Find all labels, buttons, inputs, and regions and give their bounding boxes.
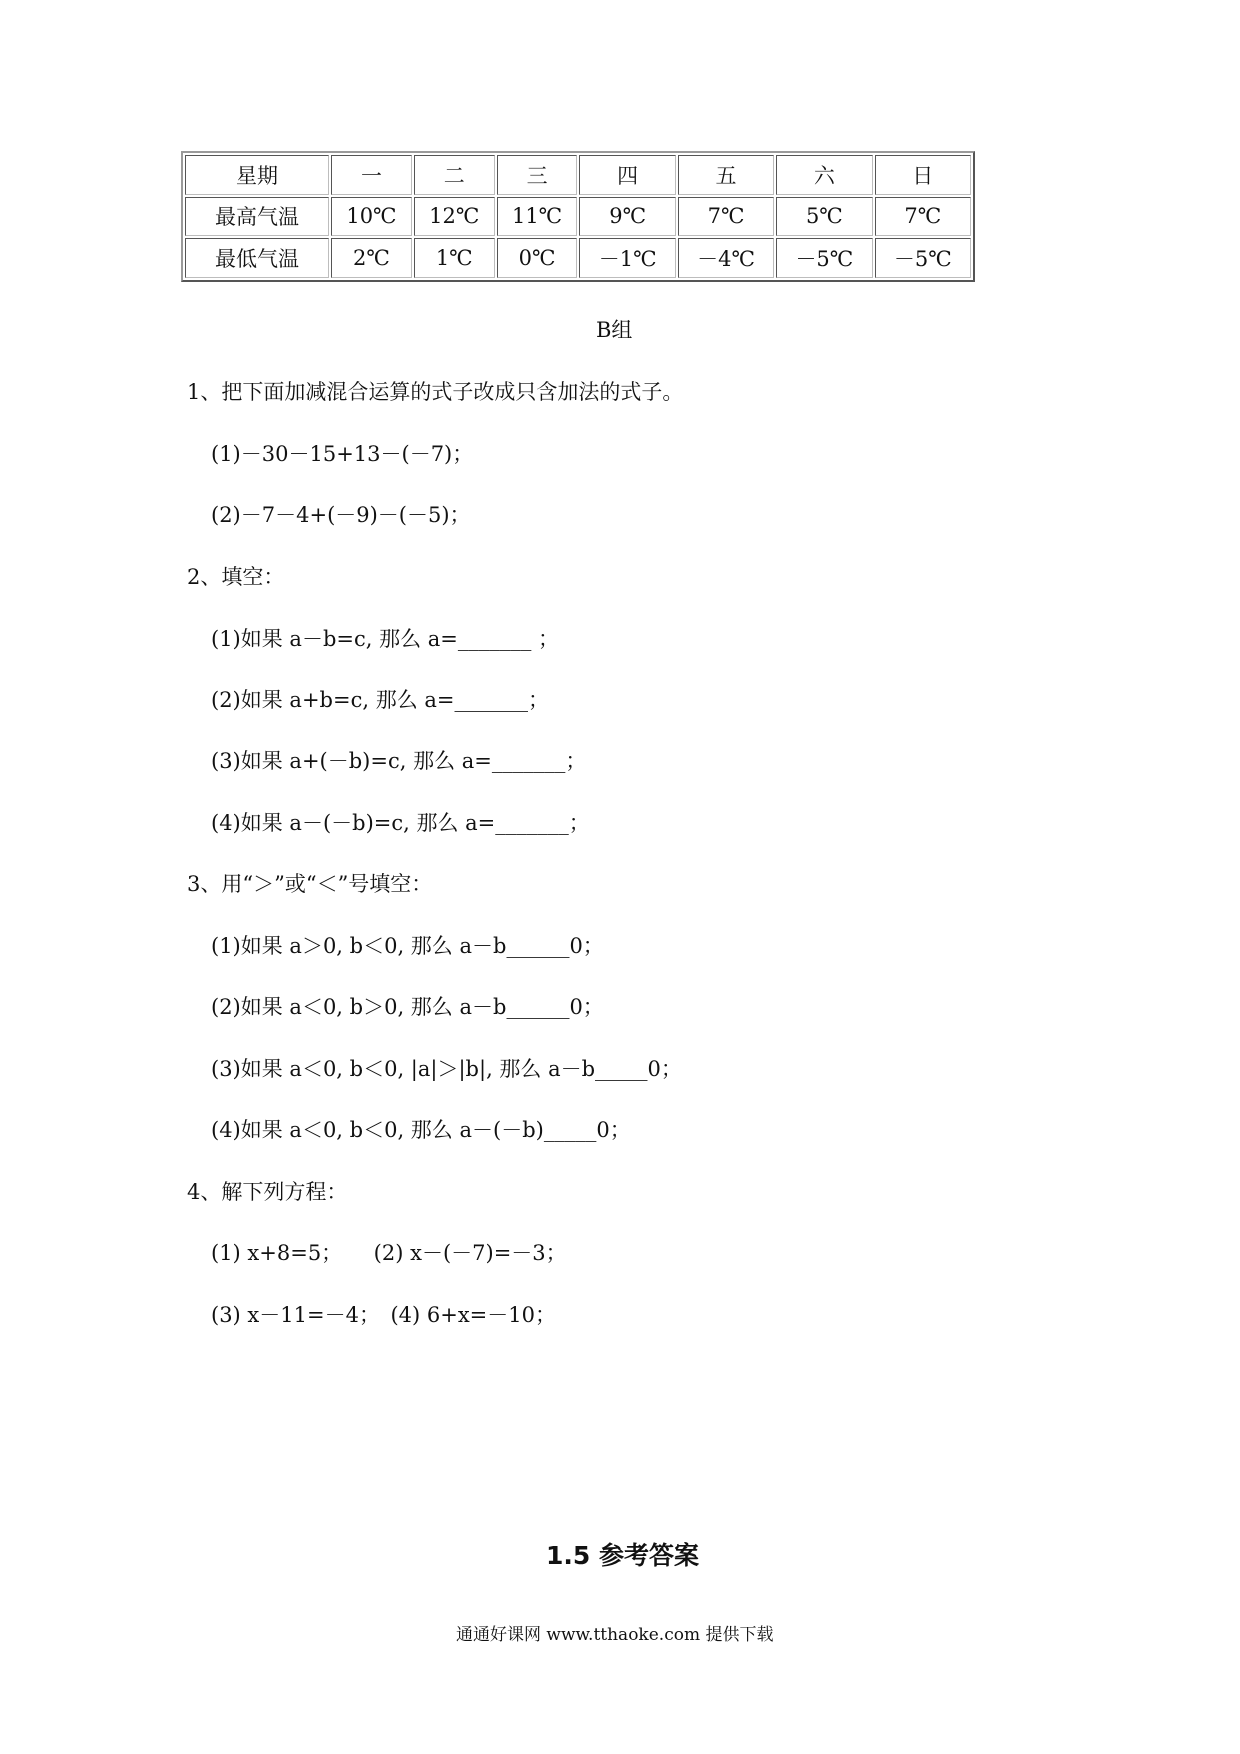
table-cell: 二 — [414, 155, 495, 195]
question-4-item-1: (1) x+8=5； (2) x－(－7)=－3； — [211, 1241, 567, 1265]
table-cell: －1℃ — [579, 238, 675, 278]
table-cell: 星期 — [185, 155, 329, 195]
table-cell: 5℃ — [776, 197, 872, 237]
table-cell: 9℃ — [579, 197, 675, 237]
table-header-row — [185, 155, 971, 195]
question-3-item-4: (4)如果 a＜0, b＜0, 那么 a－(－b)_____0； — [211, 1118, 631, 1142]
table-cell: 一 — [331, 155, 412, 195]
table-cell: 最低气温 — [185, 238, 329, 278]
table-cell: 三 — [497, 155, 578, 195]
table-cell: 2℃ — [331, 238, 412, 278]
table-cell: 7℃ — [875, 197, 971, 237]
question-2-item-4: (4)如果 a－(－b)=c, 那么 a=_______； — [211, 811, 590, 835]
table-cell: 7℃ — [678, 197, 774, 237]
table-cell: 12℃ — [414, 197, 495, 237]
question-3-item-1: (1)如果 a＞0, b＜0, 那么 a－b______0； — [211, 934, 604, 958]
question-1-stem: 1、把下面加减混合运算的式子改成只含加法的式子。 — [187, 380, 684, 404]
table-cell: 1℃ — [414, 238, 495, 278]
question-3-item-3: (3)如果 a＜0, b＜0, |a|＞|b|, 那么 a－b_____0； — [211, 1057, 682, 1081]
table-cell: －5℃ — [875, 238, 971, 278]
table-cell: 日 — [875, 155, 971, 195]
table-cell: 六 — [776, 155, 872, 195]
table-cell: －4℃ — [678, 238, 774, 278]
table-cell: 0℃ — [497, 238, 578, 278]
temperature-table — [181, 151, 975, 282]
question-2-item-3: (3)如果 a+(－b)=c, 那么 a=_______； — [211, 749, 587, 773]
question-3-item-2: (2)如果 a＜0, b＞0, 那么 a－b______0； — [211, 995, 604, 1019]
question-3-stem: 3、用“＞”或“＜”号填空： — [187, 872, 433, 896]
table-row — [185, 197, 971, 237]
question-4-stem: 4、解下列方程： — [187, 1180, 348, 1204]
answer-title: 1.5 参考答案 — [546, 1541, 699, 1570]
question-2-item-2: (2)如果 a+b=c, 那么 a=_______； — [211, 688, 549, 712]
question-1-item-2: (2)－7－4+(－9)－(－5)； — [211, 503, 471, 527]
table-cell: 最高气温 — [185, 197, 329, 237]
question-4-item-2: (3) x－11=－4； (4) 6+x=－10； — [211, 1303, 556, 1327]
section-heading: B组 — [596, 318, 633, 342]
table-cell: 11℃ — [497, 197, 578, 237]
page-footer: 通通好课网 www.tthaoke.com 提供下载 — [456, 1625, 774, 1645]
question-2-item-1: (1)如果 a－b=c, 那么 a=_______ ； — [211, 627, 560, 651]
table-cell: －5℃ — [776, 238, 872, 278]
question-1-item-1: (1)－30－15+13－(－7)； — [211, 442, 474, 466]
question-2-stem: 2、填空： — [187, 565, 285, 589]
table-cell: 五 — [678, 155, 774, 195]
table-cell: 四 — [579, 155, 675, 195]
table-row — [185, 238, 971, 278]
table-cell: 10℃ — [331, 197, 412, 237]
